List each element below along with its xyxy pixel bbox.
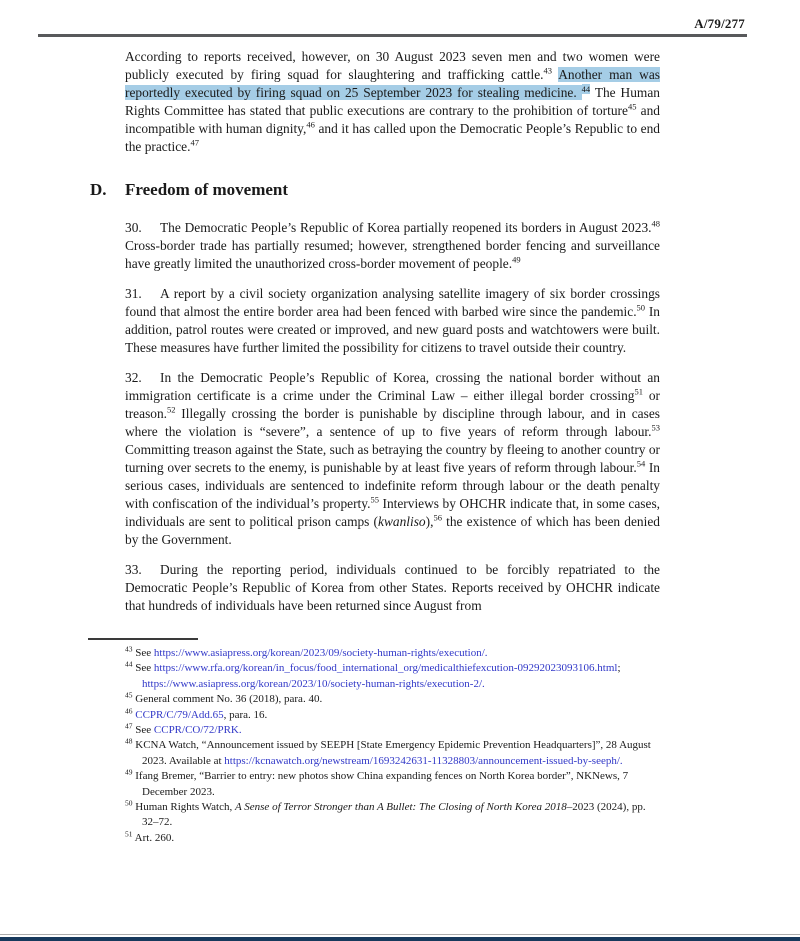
paragraph-number: 33. — [125, 562, 142, 577]
italic-term-kwanliso: kwanliso — [378, 514, 426, 529]
footnote-ref-45: 45 — [627, 101, 637, 112]
body-text: The Democratic People’s Republic of Korea partially reopened its borders in August 2023. — [160, 220, 652, 235]
body-text: Committing treason against the State, such as betraying the country by fleeing to another country or turning over secrets to the enemy, is punishable by at least five years of reform through labour. — [125, 442, 660, 475]
footnote-ref-47: 47 — [190, 137, 199, 148]
footnote-ref-53: 53 — [651, 422, 660, 433]
body-text: In addition, patrol routes were created or improved, and new guard posts and watchtowers were built. These measures have further limited the possibility for citizens to travel outside their country. — [125, 304, 660, 355]
footnote-ref-52: 52 — [167, 404, 176, 415]
footnote-book-title: A Sense of Terror Stronger than A Bullet: The Closing of North Korea 2018– — [235, 801, 573, 814]
paragraph-31 — [125, 285, 660, 357]
footnote-link-asiapress-2[interactable]: https://www.asiapress.org/korean/2023/10/society-human-rights/execution-2/. — [142, 677, 485, 690]
footnote-number: 50 — [125, 798, 133, 808]
body-text: or treason. — [125, 388, 660, 421]
footnote-link-kcnawatch[interactable]: https://kcnawatch.org/newstream/1693242631-11328803/announcement-issued-by-seeph/. — [224, 754, 623, 767]
paragraph-number: 32. — [125, 370, 142, 385]
footnote-number: 46 — [125, 705, 133, 715]
footnote-50 — [125, 800, 653, 831]
footnote-number: 44 — [125, 659, 133, 669]
footnote-link-asiapress[interactable]: https://www.asiapress.org/korean/2023/09/society-human-rights/execution/. — [153, 647, 488, 659]
footnote-text: ; — [617, 662, 621, 675]
footnote-49 — [125, 769, 653, 800]
footnote-text: See — [135, 724, 154, 737]
footnote-ref-43: 43 — [543, 65, 552, 76]
paragraph-32 — [125, 369, 660, 549]
body-text: and it has called upon the Democratic People’s Republic to end the practice. — [125, 121, 660, 154]
footnote-47 — [125, 723, 653, 738]
footnote-link-ccpr-add65[interactable]: CCPR/C/79/Add.65 — [135, 708, 224, 721]
footnote-number: 43 — [125, 644, 133, 654]
footnote-text: Ifang Bremer, “Barrier to entry: new photos show China expanding fences on North Korea border”, NKNews, 7 December 2023. — [135, 770, 629, 798]
paragraph-33 — [125, 561, 660, 615]
footnote-number: 48 — [125, 736, 133, 746]
body-text: According to reports received, however, on 30 August 2023 seven men and two women were publicly executed by firing squad for slaughtering and trafficking cattle. — [125, 49, 660, 82]
body-text: Interviews by OHCHR indicate that, in some cases, individuals are sent to political prison camps ( — [125, 496, 661, 529]
footnote-48 — [125, 738, 653, 769]
paragraph-29 — [125, 48, 660, 156]
body-text: and incompatible with human dignity, — [125, 103, 660, 136]
footnote-ref-55: 55 — [370, 494, 379, 505]
footnote-ref-54: 54 — [636, 458, 646, 469]
window-bottom-edge — [0, 937, 800, 941]
footnote-text: See — [135, 647, 154, 659]
window-bottom-gray-line — [0, 934, 800, 935]
footnote-number: 49 — [125, 767, 133, 777]
footnote-number: 47 — [125, 721, 133, 731]
footnote-number: 51 — [125, 829, 133, 839]
footnote-ref-50: 50 — [636, 302, 646, 313]
footnote-text: See — [135, 662, 154, 675]
footnotes-section — [125, 646, 653, 846]
footnote-43 — [125, 646, 653, 661]
section-heading-d — [90, 180, 660, 200]
document-body — [90, 48, 661, 846]
footnote-45 — [125, 692, 653, 707]
footnote-ref-49: 49 — [512, 254, 521, 265]
footnote-text: Art. 260. — [134, 831, 175, 844]
body-text: In serious cases, individuals are sentenced to indefinite reform through labour or the death penalty with confiscation of the individual’s property. — [125, 460, 660, 511]
paragraph-number: 31. — [125, 286, 142, 301]
footnote-51 — [125, 831, 653, 846]
paragraph-number: 30. — [125, 220, 142, 235]
highlighted-text: Another man was reportedly executed by firing squad on 25 September 2023 for stealing medicine. — [125, 67, 660, 100]
footnote-ref-51: 51 — [634, 386, 643, 397]
footnote-ref-56: 56 — [433, 512, 442, 523]
section-title: Freedom of movement — [125, 180, 289, 199]
body-text: Illegally crossing the border is punishable by discipline through labour, and in cases where the violation is “severe”, a sentence of up to five years of reform through labour. — [125, 406, 660, 439]
footnote-number: 45 — [125, 690, 133, 700]
footnote-link-rfa[interactable]: https://www.rfa.org/korean/in_focus/food_international_org/medicalthiefexcution-09292023093106.html — [153, 662, 618, 675]
footnote-link-ccpr-prk[interactable]: CCPR/CO/72/PRK. — [153, 724, 242, 737]
page-header — [0, 0, 800, 34]
section-label: D. — [90, 180, 107, 199]
footnote-44 — [125, 661, 653, 692]
footnote-text: KCNA Watch, “Announcement issued by SEEPH [State Emergency Epidemic Prevention Headquarters]”, 28 August 2023. Available at — [135, 739, 651, 767]
body-text: In the Democratic People’s Republic of Korea, crossing the national border without an immigration certificate is a crime under the Criminal Law – either illegal border crossing — [125, 370, 660, 403]
footnote-ref-44: 44 — [581, 83, 591, 94]
doc-symbol: A/79/277 — [694, 16, 745, 31]
body-text: the existence of which has been denied by the Government. — [125, 514, 660, 547]
footnote-ref-46: 46 — [306, 119, 315, 130]
footnote-separator — [88, 638, 198, 640]
body-text: ), — [425, 514, 434, 529]
footnote-text: , para. 16. — [223, 708, 268, 721]
body-text: A report by a civil society organization analysing satellite imagery of six border crossings found that almost the entire border area had been fenced with barbed wire since the pandemic. — [125, 286, 660, 319]
footnote-text: Human Rights Watch, — [135, 801, 235, 814]
footnote-46 — [125, 705, 653, 723]
paragraph-30 — [125, 219, 660, 273]
footnote-text: General comment No. 36 (2018), para. 40. — [135, 693, 323, 706]
footnote-text: 2023 (2024), pp. 32–72. — [142, 801, 646, 829]
footnote-ref-48: 48 — [651, 218, 660, 229]
body-text: During the reporting period, individuals continued to be forcibly repatriated to the Democratic People’s Republic of Korea from other States. Reports received by OHCHR indicate that hundreds of individuals have been returned since August from — [125, 562, 660, 613]
header-rule — [38, 34, 747, 37]
body-text: The Human Rights Committee has stated that public executions are contrary to the prohibition of torture — [125, 85, 660, 118]
body-text: Cross-border trade has partially resumed; however, strengthened border fencing and surveillance have greatly limited the unauthorized cross-border movement of people. — [125, 238, 660, 271]
